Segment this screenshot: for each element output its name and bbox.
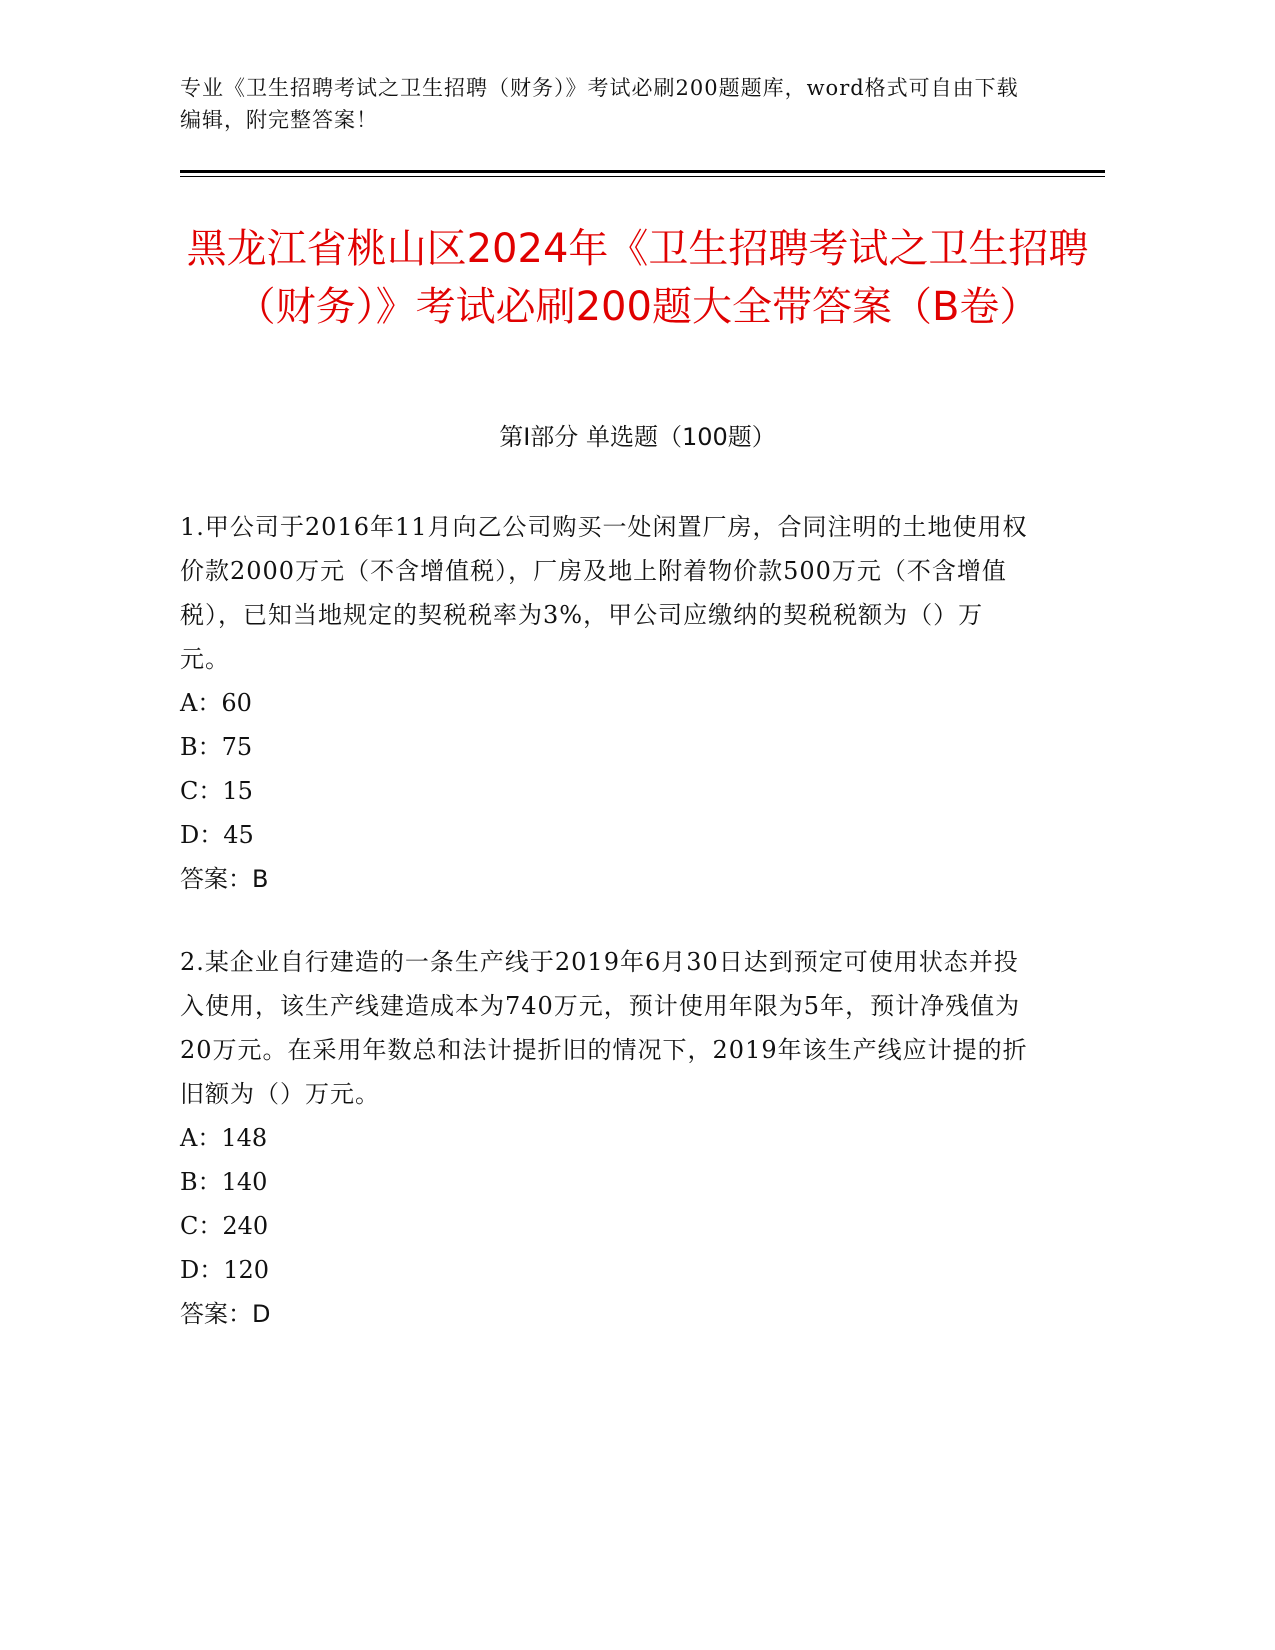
header-rule-thin (180, 176, 1105, 177)
header-rule-thick (180, 170, 1105, 173)
option-c: C：15 (180, 777, 253, 805)
question-2 (180, 940, 1030, 1336)
option-b: B：140 (180, 1168, 268, 1196)
question-stem: 2.某企业自行建造的一条生产线于2019年6月30日达到预定可使用状态并投入使用，该生产线建造成本为740万元，预计使用年限为5年，预计净残值为20万元。在采用年数总和法计提折旧的情况下，2019年该生产线应计提的折旧额为（）万元。 (180, 948, 1028, 1108)
section-heading: 第Ⅰ部分 单选题（100题） (499, 423, 776, 451)
answer: 答案：B (180, 865, 269, 893)
question-stem: 1.甲公司于2016年11月向乙公司购买一处闲置厂房，合同注明的土地使用权价款2000万元（不含增值税），厂房及地上附着物价款500万元（不含增值税），已知当地规定的契税税率为3%，甲公司应缴纳的契税税额为（）万元。 (180, 513, 1028, 673)
option-c: C：240 (180, 1212, 269, 1240)
option-a: A：148 (180, 1124, 268, 1152)
option-d: D：45 (180, 821, 254, 849)
option-b: B：75 (180, 733, 253, 761)
document-title: 黑龙江省桃山区2024年《卫生招聘考试之卫生招聘（财务）》考试必刷200题大全带答案（B卷） (186, 226, 1089, 330)
header-note: 专业《卫生招聘考试之卫生招聘（财务）》考试必刷200题题库，word格式可自由下载编辑，附完整答案！ (180, 76, 1019, 132)
option-d: D：120 (180, 1256, 270, 1284)
answer: 答案：D (180, 1300, 271, 1328)
option-a: A：60 (180, 689, 252, 717)
question-1 (180, 505, 1030, 901)
